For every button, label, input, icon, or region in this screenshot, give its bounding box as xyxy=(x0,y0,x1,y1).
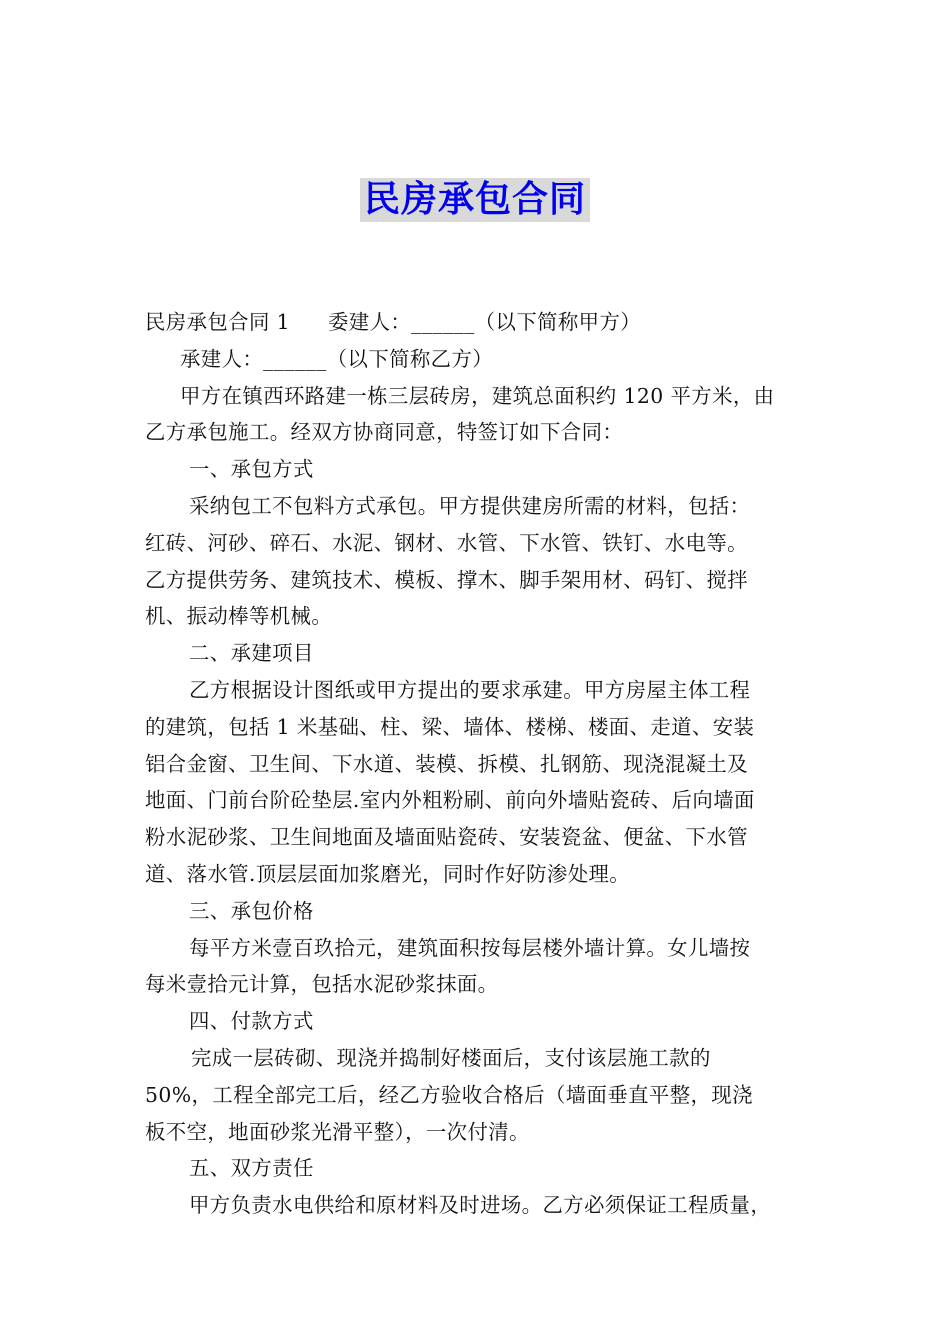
contract-heading: 民房承包合同 1 xyxy=(145,310,290,334)
text-line: 50%，工程全部完工后，经乙方验收合格后（墙面垂直平整，现浇 xyxy=(145,1082,753,1107)
document-title: 民房承包合同 xyxy=(360,178,590,222)
text-line: 承建人：______（以下简称乙方） xyxy=(180,346,494,371)
section-heading: 四、付款方式 xyxy=(189,1009,314,1034)
title-container xyxy=(0,178,950,222)
text-line: 甲方在镇西环路建一栋三层砖房，建筑总面积约 120 平方米，由 xyxy=(180,383,775,408)
text-line: 每米壹拾元计算，包括水泥砂浆抹面。 xyxy=(145,972,499,997)
text-line xyxy=(145,304,807,341)
section-heading: 二、承建项目 xyxy=(189,641,314,666)
client-party-line: 委建人：______（以下简称甲方） xyxy=(328,310,642,334)
text-line: 乙方根据设计图纸或甲方提出的要求承建。甲方房屋主体工程 xyxy=(189,677,751,702)
text-line: 的建筑，包括 1 米基础、柱、梁、墙体、楼梯、楼面、走道、安装 xyxy=(145,714,755,739)
text-line: 铝合金窗、卫生间、下水道、装模、拆模、扎钢筋、现浇混凝土及 xyxy=(145,751,748,776)
text-line: 乙方提供劳务、建筑技术、模板、撑木、脚手架用材、码钉、搅拌 xyxy=(145,567,748,592)
text-line: 完成一层砖砌、现浇并捣制好楼面后，支付该层施工款的 xyxy=(191,1045,711,1070)
text-line: 乙方承包施工。经双方协商同意，特签订如下合同： xyxy=(145,420,624,445)
text-line: 道、落水管.顶层层面加浆磨光，同时作好防渗处理。 xyxy=(145,861,631,886)
text-line: 每平方米壹百玖拾元，建筑面积按每层楼外墙计算。女儿墙按 xyxy=(189,935,751,960)
section-heading: 五、双方责任 xyxy=(189,1156,314,1181)
text-line: 地面、门前台阶砼垫层.室内外粗粉刷、前向外墙贴瓷砖、后向墙面 xyxy=(145,788,755,813)
section-heading: 三、承包价格 xyxy=(189,898,314,923)
text-line: 采纳包工不包料方式承包。甲方提供建房所需的材料，包括： xyxy=(189,493,751,518)
document-body xyxy=(145,304,807,1224)
text-line: 红砖、河砂、碎石、水泥、钢材、水管、下水管、铁钉、水电等。 xyxy=(145,530,748,555)
text-line: 粉水泥砂浆、卫生间地面及墙面贴瓷砖、安装瓷盆、便盆、下水管 xyxy=(145,825,748,850)
text-line: 板不空，地面砂浆光滑平整），一次付清。 xyxy=(145,1119,530,1144)
text-line: 机、振动棒等机械。 xyxy=(145,604,333,629)
text-line: 甲方负责水电供给和原材料及时进场。乙方必须保证工程质量， xyxy=(189,1193,772,1218)
section-heading: 一、承包方式 xyxy=(189,457,314,482)
